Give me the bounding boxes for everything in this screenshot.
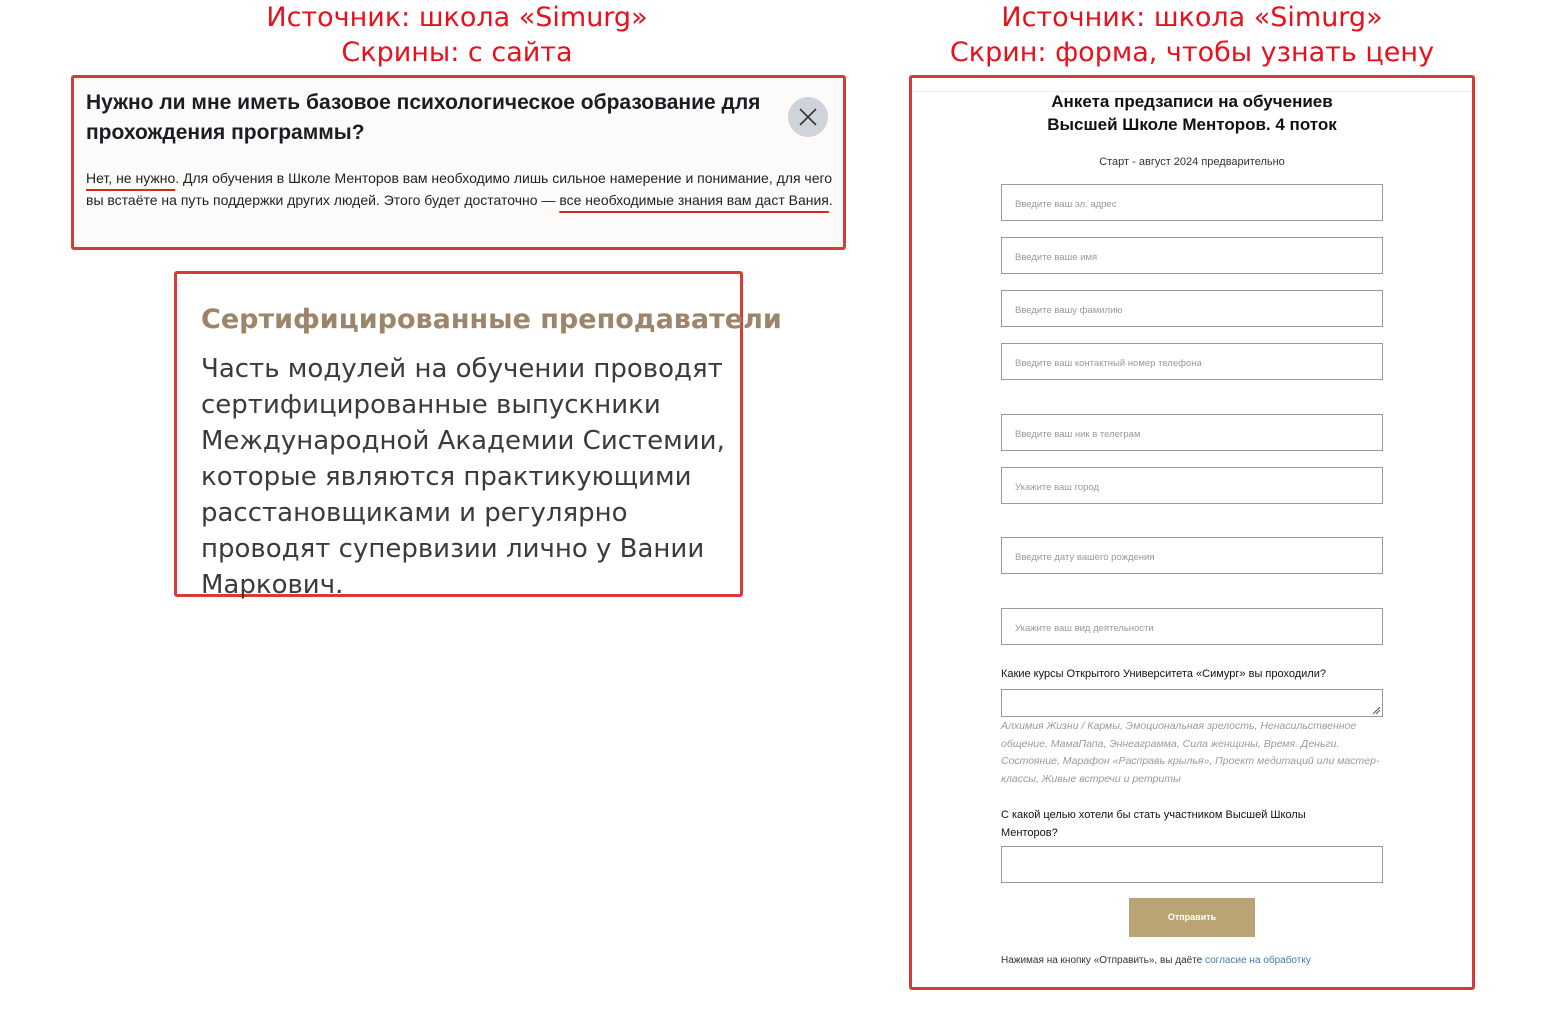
courses-hint: Алхимия Жизни / Кармы, Эмоциональная зрелость, Ненасильственное общение, МамаПапа, Эннеаграмма, Сила женщины, Время. Деньги. Состояние, Марафон «Расправь крылья», Проект медитаций или мастер-классы, Живые встречи и ретриты [1001, 720, 1380, 785]
city-field[interactable]: Укажите ваш город [1001, 467, 1383, 504]
surname-field[interactable]: Введите вашу фамилию [1001, 290, 1383, 327]
form-title-line2: Высшей Школе Менторов. 4 поток [1047, 115, 1337, 134]
faq-question: Нужно ли мне иметь базовое психологическое образование для прохождения программы? [86, 91, 761, 144]
close-icon [798, 107, 818, 127]
consent-prefix: Нажимая на кнопку «Отправить», вы даёте [1001, 955, 1205, 966]
resize-handle-icon[interactable] [1372, 706, 1381, 715]
telegram-field[interactable]: Введите ваш ник в телеграм [1001, 414, 1383, 451]
form-title-line1: Анкета предзаписи на обучениев [1051, 92, 1333, 111]
faq-answer-highlight-1: Нет, не нужно [86, 170, 176, 186]
faq-answer-text: . Для обучения в Школе Менторов вам необходимо лишь сильное намерение и понимание, для чего вы встаёте на путь поддержки других людей. Этого будет достаточно — [86, 170, 833, 208]
goal-label: С какой целью хотели бы стать участником Высшей Школы Менторов? [1001, 809, 1306, 839]
birthdate-field[interactable]: Введите дату вашего рождения [1001, 537, 1383, 574]
right-caption-screen: Скрин: форма, чтобы узнать цену [949, 37, 1435, 68]
email-field[interactable]: Введите ваш эл. адрес [1001, 184, 1383, 221]
courses-textarea[interactable] [1001, 689, 1383, 717]
courses-label: Какие курсы Открытого Университета «Симург» вы проходили? [1001, 668, 1326, 680]
left-caption-screens: Скрины: с сайта [341, 37, 573, 68]
right-caption-source: Источник: школа «Simurg» [1001, 2, 1383, 33]
form-subtitle: Старт - август 2024 предварительно [1099, 156, 1285, 168]
right-caption [942, 0, 1442, 70]
faq-panel [71, 75, 846, 250]
consent-text [1001, 955, 1421, 966]
preregistration-form [909, 75, 1475, 990]
submit-button[interactable]: Отправить [1129, 898, 1255, 937]
form-title [912, 90, 1472, 136]
faq-answer-highlight-2: все необходимые знания вам даст Вания [559, 191, 829, 208]
consent-link[interactable]: согласие на обработку [1205, 955, 1311, 966]
close-button[interactable] [788, 97, 828, 137]
faq-answer [86, 168, 846, 211]
teachers-body: Часть модулей на обучении проводят сертифицированные выпускники Международной Академии Системии, которые являются практикующими расстановщиками и регулярно проводят супервизии лично у Вании Маркович. [201, 354, 725, 600]
phone-field[interactable]: Введите ваш контактный номер телефона [1001, 343, 1383, 380]
teachers-panel [174, 271, 782, 600]
left-caption [257, 0, 657, 70]
name-field[interactable]: Введите ваше имя [1001, 237, 1383, 274]
occupation-field[interactable]: Укажите ваш вид деятельности [1001, 608, 1383, 645]
faq-answer-end: . [828, 191, 833, 208]
goal-field[interactable] [1001, 846, 1383, 883]
teachers-title: Сертифицированные преподаватели [201, 304, 782, 335]
left-caption-source: Источник: школа «Simurg» [266, 2, 648, 33]
